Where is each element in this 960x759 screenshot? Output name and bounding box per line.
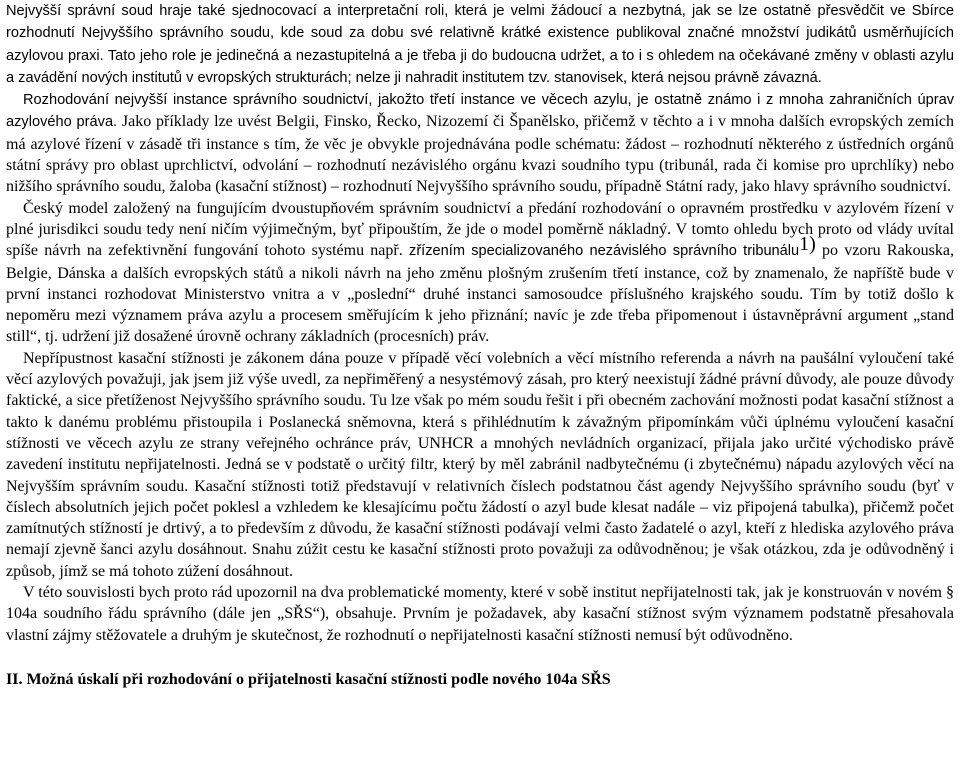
paragraph-2-part-a: Rozhodování nejvyšší instance správního soudnictví, jakožto třetí instance ve věcech azylu, je ostatně známo i z mnoha zahraničních úprav azylového práva. [6,92,954,131]
section-heading: II. Možná úskalí při rozhodování o přijatelnosti kasační stížnosti podle nového 104a SŘS [6,670,611,688]
footnote-marker: 1) [799,233,816,256]
paragraph-2-part-b: Jako příklady lze uvést Belgii, Finsko, Řecko, Nizozemí či Španělsko, přičemž v těchto a i v mnoha dalších evropských zemích má azylové řízení v zásadě tři instance s tím, že věc je obvykle projednávána podle schématu: žádost – rozhodnutí některého z ústředních orgánů státní správy pro oblast uprchlictví, odvolání – rozhodnutí nezávislého orgánu kvazi soudního typu (tribunál, rada či komise pro uprchlíky) nebo nižšího správního soudu, žaloba (kasační stížnost) – rozhodnutí Nejvyššího správního soudu, případně Státní rady, jako hlavy správního soudnictví. [6,113,954,196]
paragraph-2 [6,89,954,197]
paragraph-3 [6,198,954,348]
paragraph-3-part-a: Český model založený na fungujícím dvoustupňovém správním soudnictví a předání rozhodování o opravném prostředku v azylovém řízení v plné jurisdikci soudu tedy není ničím výjimečným, byť připouštím, že jde o model poměrně nákladný. V tomto ohledu bych proto od vlády uvítal spíše návrh na zefektivnění fungování tohoto systému např. [6,199,954,260]
paragraph-5 [6,582,954,646]
paragraph-4-part-a: Nepřípustnost kasační stížnosti je zákonem dána pouze v případě věcí volebních a věcí místního referenda a návrh na paušální vyloučení také věcí azylových považuji, jak jsem již výše uvedl, za nepřiměřený a nesystémový zásah, pro který neexistují žádné právní důvody, ale pouze důvody faktické, a sice přetíženost Nejvyššího správního soudu. [6,349,954,410]
paragraph-3-part-d: Tím by totiž došlo k nepoměru mezi významem práva azylu a procesem směřujícím k jeho přiznání; navíc je zde třeba připomenout i ústavněprávní argument „stand still“, tj. udržení již dosažené úrovně ochrany základních (procesních) práv. [6,285,954,346]
paragraph-1-sans-text: Nejvyšší správní soud hraje také sjednocovací a interpretační roli, která je velmi žádoucí a nezbytná, jak se lze ostatně přesvědčit ve Sbírce rozhodnutí Nejvyššího správního soudu, kde soud za dobu své relativně krátké existence publikoval značné množství judikátů usměrňujících azylovou praxi. [6,3,954,64]
paragraph-3-part-c: po vzoru Rakouska, Belgie, Dánska a dalších evropských států a nikoli návrh na jeho změnu plošným zrušením třetí instance, což by znamenalo, že napříště bude v první instanci rozhodovat Ministerstvo vnitra a v „poslední“ druhé instanci samosoudce příslušného krajského soudu. [6,242,955,303]
paragraph-1 [6,0,954,89]
paragraph-4-part-d: Kasační stížnosti totiž představují v relativních číslech podstatnou část agendy Nejvyššího správního soudu (byť v číslech absolutních jejich počet poklesl a vzhledem ke klesajícímu počtu žádostí o azyl bude klesat nadále – viz připojená tabulka), přičemž počet zamítnutých stížností je drtivý, a to především z důvodu, že kasační stížnosti podávají velmi často žadatelé o azyl, kteří z hlediska azylového práva nemají zjevně šanci azylu dosáhnout. [6,477,955,559]
paragraph-1-serif-text: Tato jeho role je jedinečná a nezastupitelná a je třeba ji do budoucna udržet, a to i s ohledem na očekávané změny v oblasti azylu a zavádění nových institutů v evropských strukturách; nelze ji nahradit institutem tzv. stanovisek, která nejsou právně závazná. [6,47,955,86]
paragraph-3-part-b: zřízením specializovaného nezávislého správního tribunálu [402,243,800,260]
paragraph-5-text: V této souvislosti bych proto rád upozornil na dva problematické momenty, které v sobě institut nepřijatelnosti tak, jak je konstruován v novém § 104a soudního řádu správního (dále jen „SŘS“), obsahuje. Prvním je požadavek, aby kasační stížnost svým významem podstatně přesahovala vlastní zájmy stěžovatele a druhým je skutečnost, že rozhodnutí o nepřijatelnosti kasační stížnosti nemusí být odůvodněno. [6,584,954,644]
paragraph-4-part-c: Jedná se v podstatě o určitý filtr, který by měl zabránil nadbytečnému (i zbytečnému) nápadu azylových věcí na Nejvyšším správním soudu. [6,456,954,495]
section-spacer [6,646,954,669]
paragraph-4-part-e: Snahu zúžit cestu ke kasační stížnosti proto považuji za odůvodněnou; je však otázkou, zda je odůvodněný i způsob, jímž se má tohoto zúžení dosáhnout. [6,541,954,580]
paragraph-4 [6,348,954,582]
paragraph-4-part-b: Tu lze však po mém soudu řešit i při obecném zachování možnosti podat kasační stížnost a takto k danému problému přistoupila i Poslanecká sněmovna, která s přihlédnutím k závažným připomínkám vůči úplnému vyloučení kasační stížnosti ve věcech azylu ze strany veřejného ochránce práv, UNHCR a mnohých nevládních organizací, přijala jako určité východisko právě zavedení institutu nepřijatelnosti. [6,392,954,474]
